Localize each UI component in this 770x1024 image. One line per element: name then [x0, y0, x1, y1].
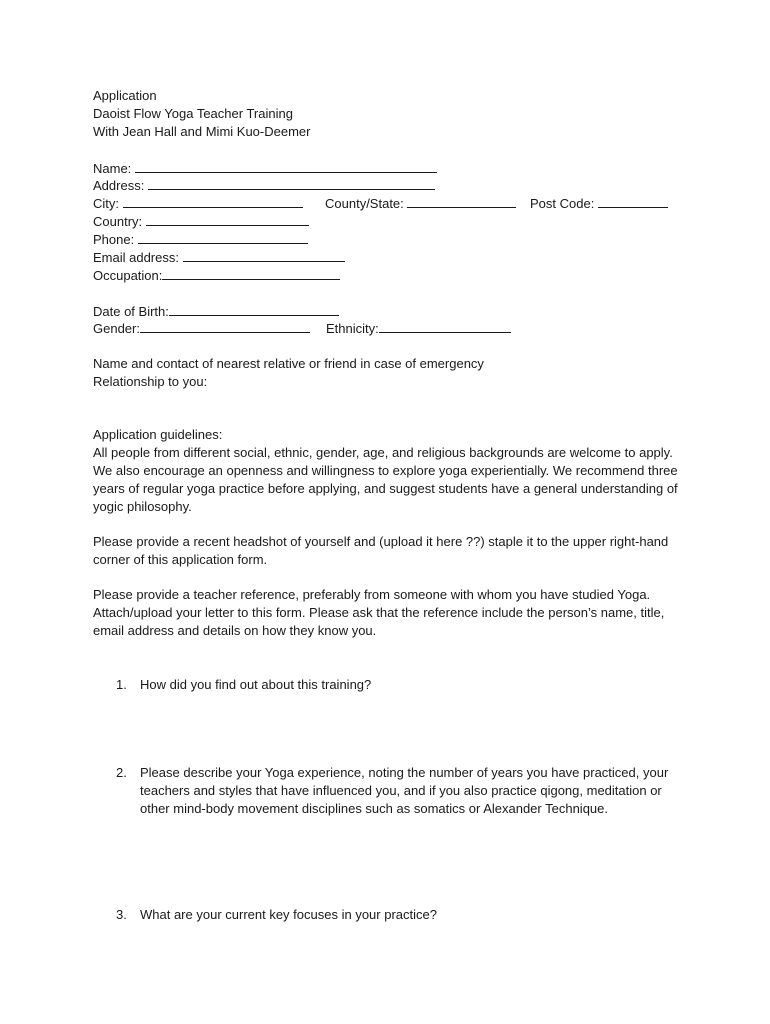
- gender-field[interactable]: [140, 319, 310, 333]
- city-label: City:: [93, 196, 119, 211]
- training-title: Daoist Flow Yoga Teacher Training: [93, 106, 293, 121]
- emergency-contact-label: Name and contact of nearest relative or friend in case of emergency: [93, 356, 484, 371]
- occupation-row: [93, 266, 340, 285]
- address-row: [93, 176, 435, 195]
- guidelines-heading: Application guidelines:: [93, 427, 223, 442]
- name-label: Name:: [93, 161, 132, 176]
- ethnicity-row: [326, 319, 511, 338]
- county-label: County/State:: [325, 196, 404, 211]
- country-row: [93, 212, 309, 231]
- email-label: Email address:: [93, 250, 179, 265]
- postcode-label: Post Code:: [530, 196, 595, 211]
- gender-row: [93, 319, 310, 338]
- guidelines-paragraph-welcome: All people from different social, ethnic, gender, age, and religious backgrounds are welcome to apply. We also encourage an openness and willingness to explore yoga experientially. We recommend three years of regular yoga practice before applying, and suggest students have a general understanding of yogic philosophy.: [93, 445, 678, 514]
- postcode-field[interactable]: [598, 194, 668, 208]
- city-row: [93, 194, 303, 213]
- address-field[interactable]: [148, 176, 435, 190]
- form-title: Application: [93, 88, 157, 103]
- guidelines-paragraph-headshot: Please provide a recent headshot of yourself and (upload it here ??) staple it to the upper right-hand corner of this application form.: [93, 534, 669, 567]
- guidelines-paragraph-reference: Please provide a teacher reference, preferably from someone with whom you have studied Yoga. Attach/upload your letter to this form. Please ask that the reference include the person’s name, title, email address and details on how they know you.: [93, 587, 665, 638]
- instructors-line: With Jean Hall and Mimi Kuo-Deemer: [93, 124, 311, 139]
- ethnicity-field[interactable]: [379, 319, 511, 333]
- city-field[interactable]: [123, 194, 303, 208]
- gender-label: Gender:: [93, 321, 140, 336]
- question-text: How did you find out about this training?: [140, 677, 372, 692]
- country-label: Country:: [93, 214, 143, 229]
- email-field[interactable]: [183, 248, 345, 262]
- question-number: 3.: [116, 907, 127, 922]
- country-field[interactable]: [146, 212, 309, 226]
- question-number: 1.: [116, 677, 127, 692]
- question-number: 2.: [116, 765, 127, 780]
- phone-label: Phone:: [93, 232, 135, 247]
- occupation-label: Occupation:: [93, 268, 163, 283]
- name-field[interactable]: [135, 159, 437, 173]
- postcode-row: [530, 194, 668, 213]
- address-label: Address:: [93, 178, 145, 193]
- phone-field[interactable]: [138, 230, 308, 244]
- relationship-label: Relationship to you:: [93, 374, 208, 389]
- question-text: What are your current key focuses in your practice?: [140, 907, 437, 922]
- dob-label: Date of Birth:: [93, 304, 169, 319]
- occupation-field[interactable]: [162, 266, 340, 280]
- question-text: Please describe your Yoga experience, noting the number of years you have practiced, your teachers and styles that have influenced you, and if you also practice qigong, meditation or other mind-body movement disciplines such as somatics or Alexander Technique.: [140, 765, 669, 816]
- county-field[interactable]: [407, 194, 516, 208]
- email-row: [93, 248, 345, 267]
- ethnicity-label: Ethnicity:: [326, 321, 379, 336]
- dob-field[interactable]: [169, 302, 339, 316]
- county-row: [325, 194, 516, 213]
- phone-row: [93, 230, 308, 249]
